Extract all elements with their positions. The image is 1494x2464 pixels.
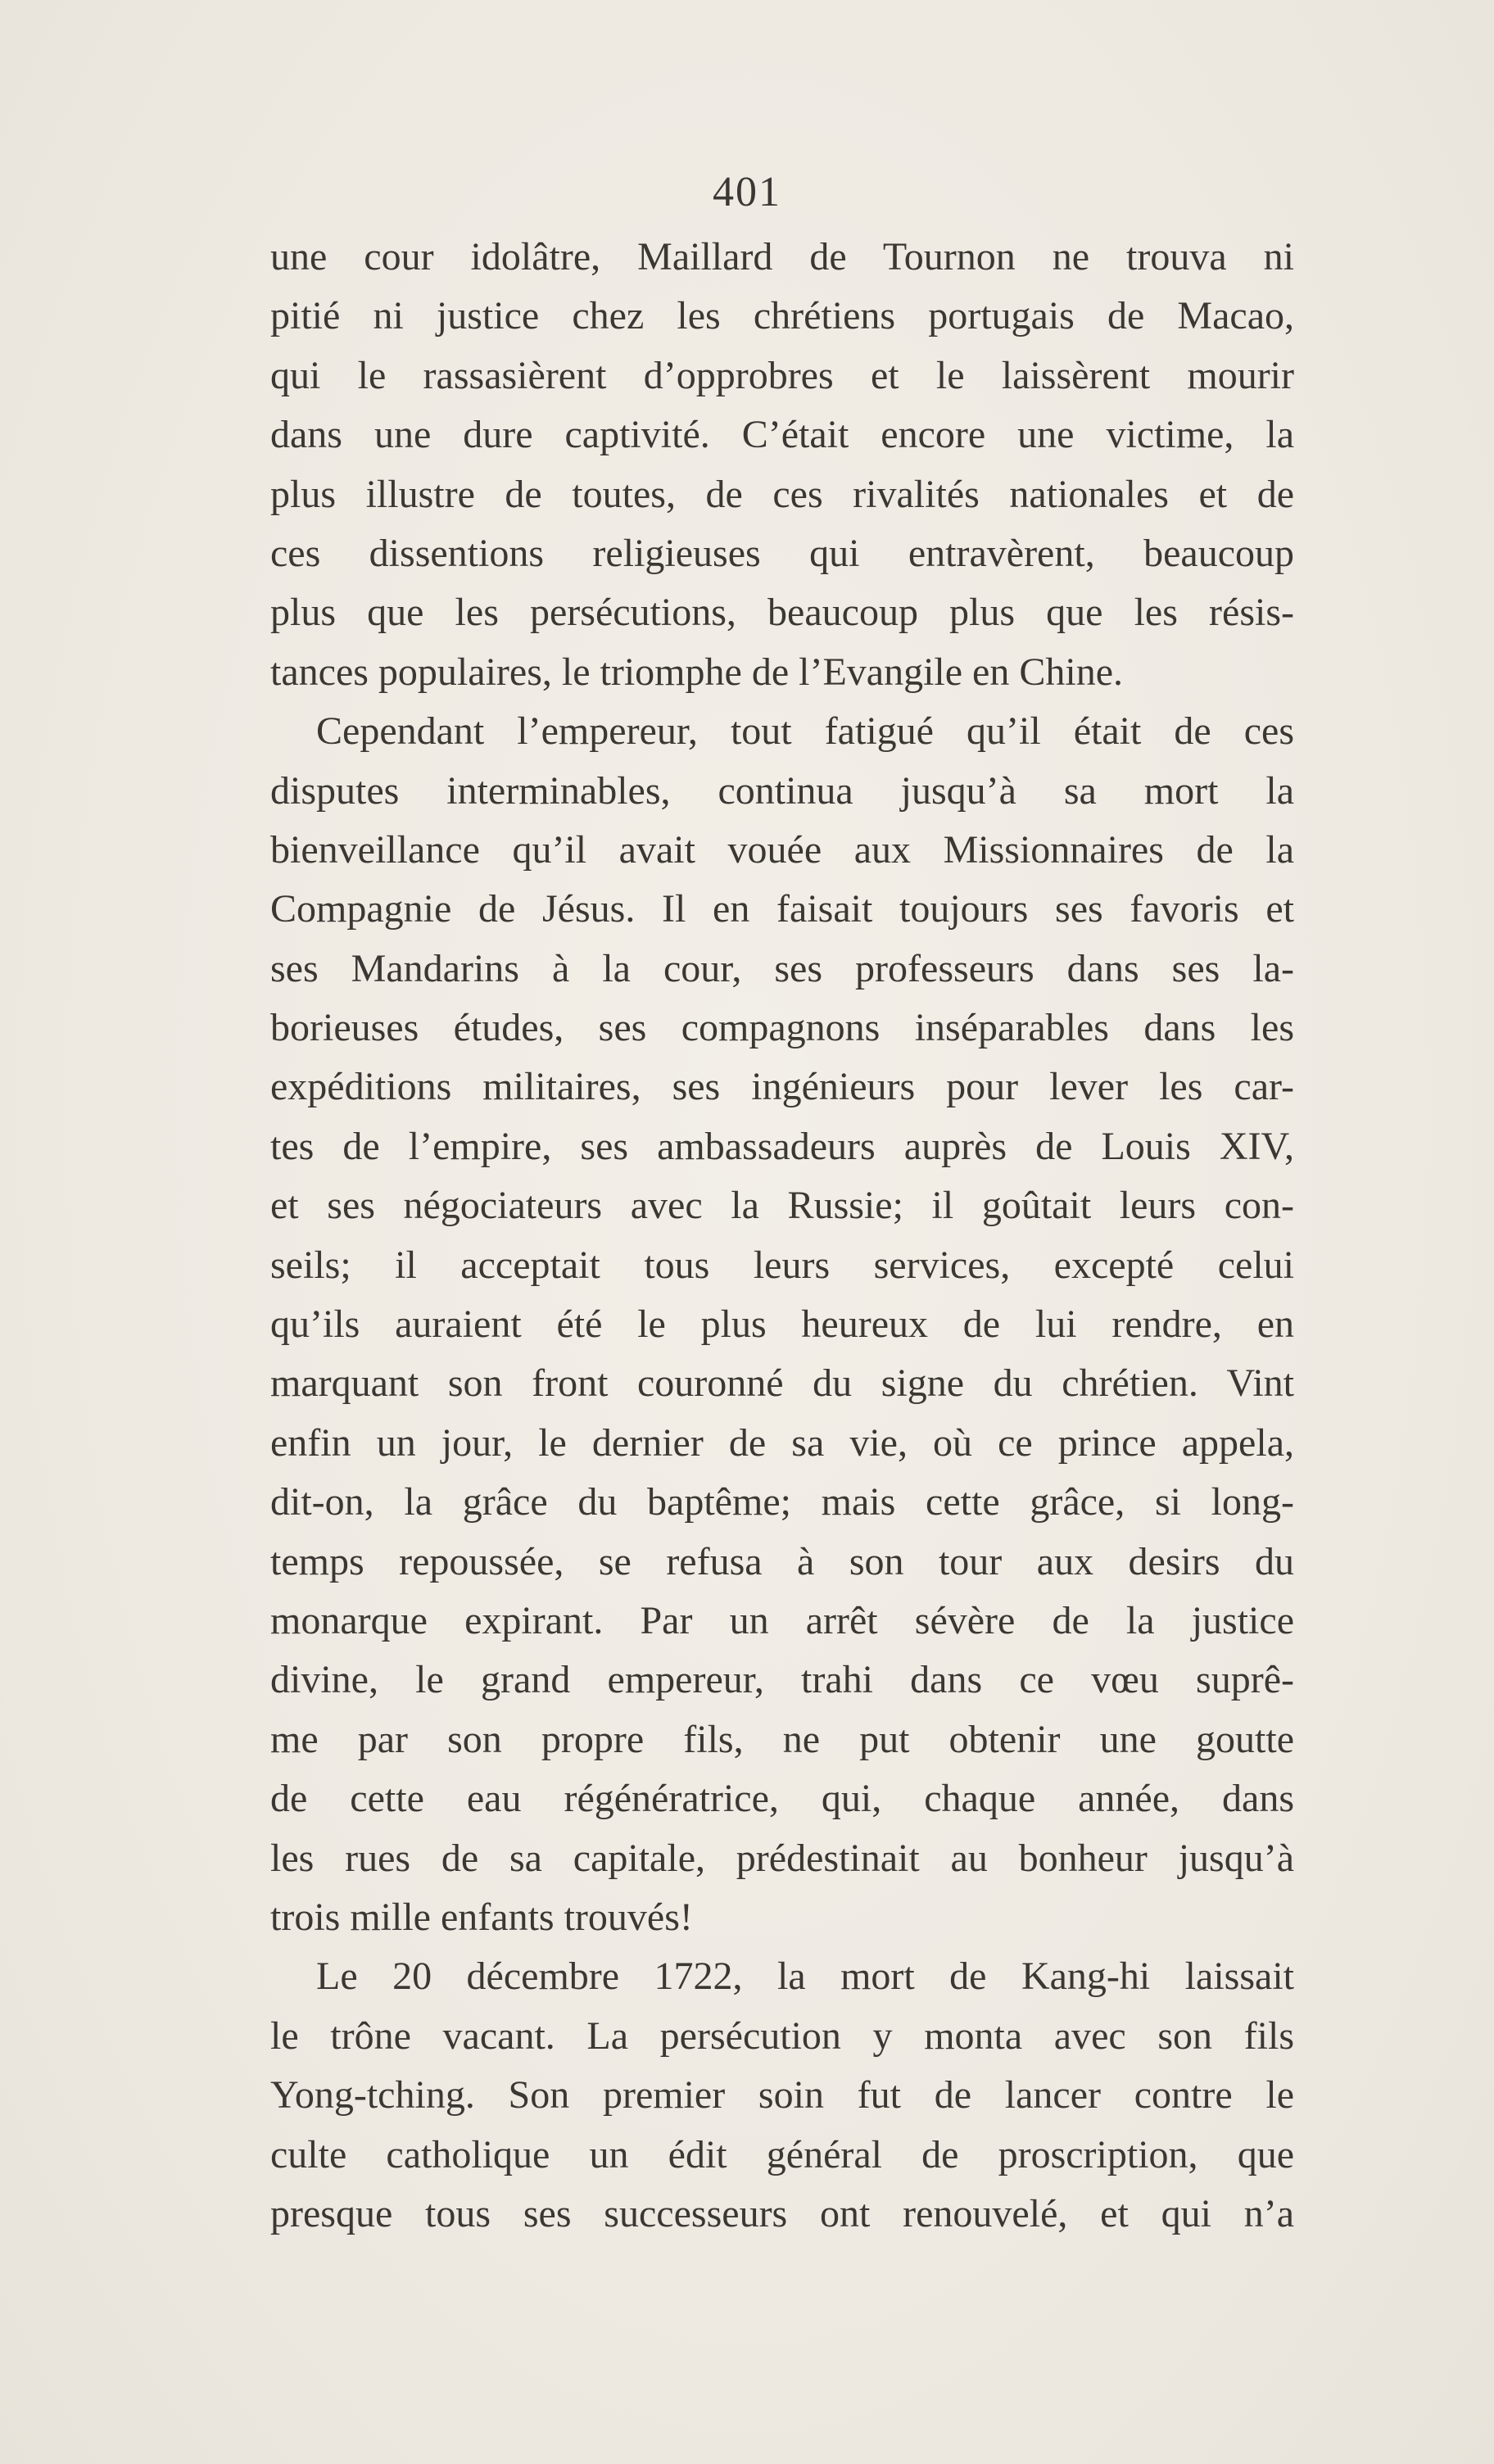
text-line: enfin un jour, le dernier de sa vie, où ce prince appela, — [270, 1420, 1294, 1465]
text-line: divine, le grand empereur, trahi dans ce vœu suprê- — [270, 1658, 1294, 1702]
text-line: disputes interminables, continua jusqu’à sa mort la — [270, 768, 1294, 813]
text-line: et ses négociateurs avec la Russie; il goûtait leurs con- — [270, 1184, 1294, 1228]
text-line: le trône vacant. La persécution y monta avec son fils — [270, 2013, 1294, 2058]
text-line: Le 20 décembre 1722, la mort de Kang-hi laissait — [316, 1954, 1294, 1999]
text-line: ces dissentions religieuses qui entravèrent, beaucoup — [270, 531, 1294, 575]
text-line: Yong-tching. Son premier soin fut de lancer contre le — [270, 2073, 1294, 2118]
text-line: Compagnie de Jésus. Il en faisait toujours ses favoris et — [270, 887, 1294, 931]
text-line: plus illustre de toutes, de ces rivalités nationales et de — [270, 472, 1294, 516]
text-line: tes de l’empire, ses ambassadeurs auprès de Louis XIV, — [270, 1124, 1294, 1168]
body-text — [270, 228, 1294, 2244]
text-line: pitié ni justice chez les chrétiens portugais de Macao, — [270, 294, 1294, 338]
text-line: qui le rassasièrent d’opprobres et le laissèrent mourir — [270, 353, 1294, 397]
text-line: culte catholique un édit général de proscription, que — [270, 2132, 1294, 2176]
text-line: borieuses études, ses compagnons inséparables dans les — [270, 1006, 1294, 1050]
text-line: les rues de sa capitale, prédestinait au bonheur jusqu’à — [270, 1836, 1294, 1880]
text-line: Cependant l’empereur, tout fatigué qu’il était de ces — [316, 709, 1294, 754]
text-line: bienveillance qu’il avait vouée aux Missionnaires de la — [270, 827, 1294, 872]
text-line: expéditions militaires, ses ingénieurs pour lever les car- — [270, 1065, 1294, 1109]
text-line: dans une dure captivité. C’était encore une victime, la — [270, 413, 1294, 457]
text-line: presque tous ses successeurs ont renouvelé, et qui n’a — [270, 2191, 1294, 2235]
text-line: dit-on, la grâce du baptême; mais cette grâce, si long- — [270, 1480, 1294, 1524]
text-line: une cour idolâtre, Maillard de Tournon ne trouva ni — [270, 235, 1294, 279]
text-line: trois mille enfants trouvés! — [270, 1895, 693, 1939]
text-line: ses Mandarins à la cour, ses professeurs dans ses la- — [270, 946, 1294, 990]
text-line: de cette eau régénératrice, qui, chaque année, dans — [270, 1777, 1294, 1821]
text-line: qu’ils auraient été le plus heureux de lui rendre, en — [270, 1302, 1294, 1347]
text-line: me par son propre fils, ne put obtenir une goutte — [270, 1717, 1294, 1761]
text-line: tances populaires, le triomphe de l’Evangile en Chine. — [270, 650, 1123, 694]
text-line: seils; il acceptait tous leurs services, excepté celui — [270, 1243, 1294, 1287]
page-number: 401 — [713, 169, 781, 215]
text-line: plus que les persécutions, beaucoup plus que les résis- — [270, 591, 1294, 635]
text-line: monarque expirant. Par un arrêt sévère de la justice — [270, 1598, 1294, 1642]
text-line: marquant son front couronné du signe du chrétien. Vint — [270, 1361, 1294, 1406]
text-line: temps repoussée, se refusa à son tour aux desirs du — [270, 1539, 1294, 1583]
